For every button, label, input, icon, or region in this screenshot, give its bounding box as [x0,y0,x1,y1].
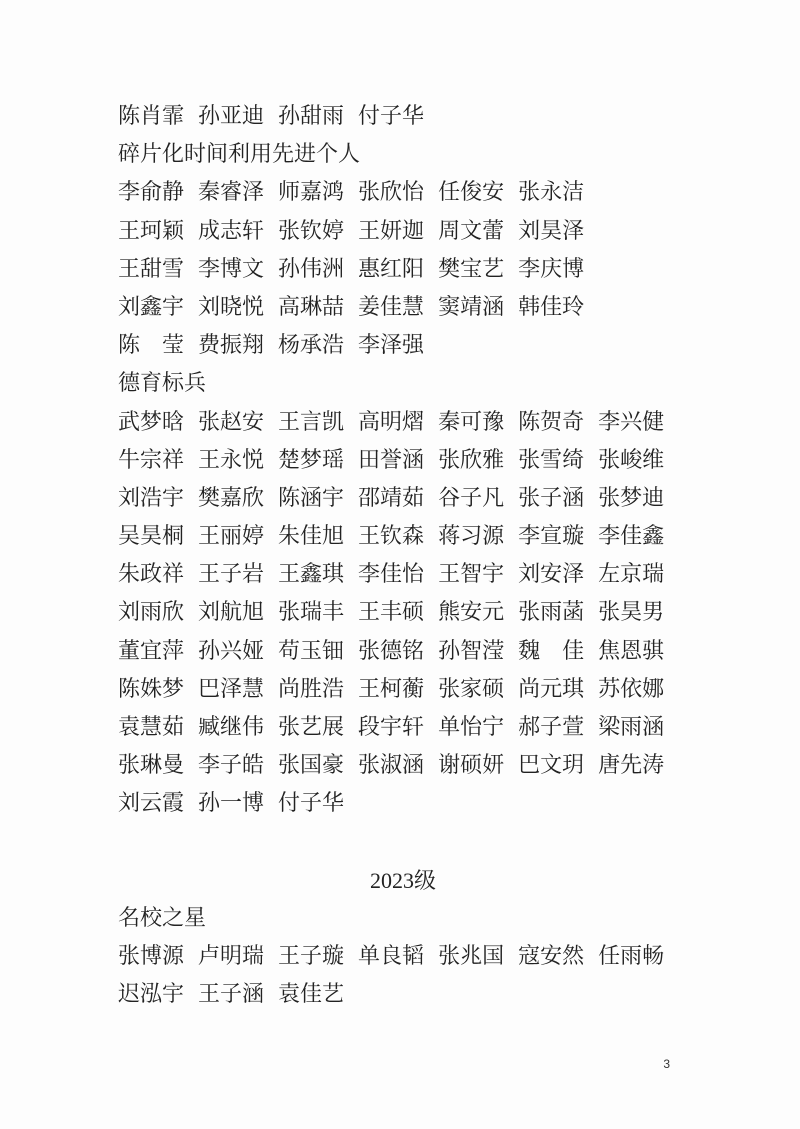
student-name: 刘航旭 [198,600,265,626]
award-heading-fragment-time: 碎片化时间利用先进个人 [118,142,361,168]
name-row [118,556,758,594]
student-name: 熊安元 [438,600,505,626]
student-name: 窦靖涵 [438,294,505,320]
student-name: 刘云霞 [118,791,185,817]
student-name: 张雨菡 [518,600,585,626]
student-name: 张昊男 [598,600,665,626]
student-name: 王甜雪 [118,256,185,282]
name-row [118,633,758,671]
student-name: 张琳曼 [118,753,185,779]
student-name: 臧继伟 [198,715,265,740]
student-name: 郝子萱 [518,715,585,740]
name-row [118,98,758,136]
grade-year-heading: 2023级 [369,867,436,893]
name-row [118,327,758,365]
student-name: 王钦森 [358,524,425,550]
student-name: 李兴健 [598,409,665,435]
student-name: 卢明瑞 [198,944,265,970]
student-name: 迟泓宇 [118,982,185,1008]
student-name: 巴文玥 [518,753,585,779]
student-name: 孙亚迪 [198,104,265,129]
student-name: 张艺展 [278,715,345,740]
student-name: 孙一博 [198,791,265,817]
student-name: 秦可豫 [438,409,505,435]
student-name: 张欣雅 [438,447,505,473]
student-name: 楚梦瑶 [278,447,345,473]
student-name: 武梦晗 [118,409,185,435]
student-name: 陈贺奇 [518,409,585,435]
student-name: 巴泽慧 [198,676,265,702]
name-list-section-2 [118,174,758,365]
student-name: 高明熠 [358,409,425,435]
student-name: 袁佳艺 [278,982,345,1008]
student-name: 付子华 [358,104,425,129]
student-name: 任雨畅 [598,944,665,970]
student-name: 张瑞丰 [278,600,345,626]
student-name: 张子涵 [518,485,585,511]
student-name: 王丽婷 [198,524,265,550]
student-name: 孙智滢 [438,638,505,664]
student-name: 付子华 [278,791,345,817]
student-name: 张淑涵 [358,753,425,779]
student-name: 张博源 [118,944,185,970]
student-name: 李博文 [198,256,265,282]
student-name: 刘昊泽 [518,218,585,244]
student-name: 李庆博 [518,256,585,282]
student-name: 董宜萍 [118,638,185,664]
student-name: 魏 佳 [518,638,585,664]
student-name: 任俊安 [438,180,505,206]
student-name: 段宇轩 [358,715,425,740]
student-name: 王子岩 [198,562,265,588]
student-name: 寇安然 [518,944,585,970]
student-name: 张永洁 [518,180,585,206]
name-row [118,671,758,709]
student-name: 苏依娜 [598,676,665,702]
student-name: 秦睿泽 [198,180,265,206]
student-name: 刘浩宇 [118,485,185,511]
student-name: 蒋习源 [438,524,505,550]
student-name: 张德铭 [358,638,425,664]
student-name: 韩佳玲 [518,294,585,320]
student-name: 樊嘉欣 [198,485,265,511]
page-content [118,98,758,1015]
student-name: 王鑫琪 [278,562,345,588]
student-name: 张兆国 [438,944,505,970]
student-name: 孙伟洲 [278,256,345,282]
student-name: 王妍迦 [358,218,425,244]
award-heading-school-star: 名校之星 [118,905,207,931]
student-name: 惠红阳 [358,256,425,282]
student-name: 师嘉鸿 [278,180,345,206]
section-spacer [118,824,758,862]
student-name: 张梦迪 [598,485,665,511]
student-name: 田誉涵 [358,447,425,473]
student-name: 杨承浩 [278,333,345,359]
student-name: 李子皓 [198,753,265,779]
student-name: 刘雨欣 [118,600,185,626]
student-name: 王子璇 [278,944,345,970]
student-name: 陈涵宇 [278,485,345,511]
name-row [118,251,758,289]
student-name: 王子涵 [198,982,265,1008]
student-name: 王永悦 [198,447,265,473]
student-name: 尚胜浩 [278,676,345,702]
student-name: 唐先涛 [598,753,665,779]
student-name: 孙甜雨 [278,104,345,129]
student-name: 苟玉钿 [278,638,345,664]
award-heading-moral-model: 德育标兵 [118,371,207,397]
name-row [118,976,758,1014]
student-name: 周文蕾 [438,218,505,244]
student-name: 王言凯 [278,409,345,435]
student-name: 刘鑫宇 [118,294,185,320]
student-name: 邵靖茹 [358,485,425,511]
student-name: 王柯蘅 [358,676,425,702]
name-row [118,747,758,785]
student-name: 刘安泽 [518,562,585,588]
student-name: 李佳怡 [358,562,425,588]
student-name: 张雪绮 [518,447,585,473]
student-name: 吴昊桐 [118,524,185,550]
student-name: 张峻维 [598,447,665,473]
student-name: 姜佳慧 [358,294,425,320]
student-name: 张欣怡 [358,180,425,206]
name-row [118,518,758,556]
name-list-section-3 [118,404,758,824]
name-row [118,938,758,976]
student-name: 张赵安 [198,409,265,435]
student-name: 樊宝艺 [438,256,505,282]
name-list-section-4 [118,938,758,1014]
name-row [118,442,758,480]
student-name: 左京瑞 [598,562,665,588]
student-name: 王珂颖 [118,218,185,244]
student-name: 单怡宁 [438,715,505,740]
name-row [118,709,758,747]
student-name: 刘晓悦 [198,294,265,320]
student-name: 王丰硕 [358,600,425,626]
student-name: 王智宇 [438,562,505,588]
name-row [118,480,758,518]
name-row [118,289,758,327]
name-list-section-1 [118,98,758,136]
student-name: 李宣璇 [518,524,585,550]
student-name: 陈姝梦 [118,676,185,702]
page-number: 3 [663,1057,670,1071]
student-name: 谷子凡 [438,485,505,511]
student-name: 单良韬 [358,944,425,970]
student-name: 朱佳旭 [278,524,345,550]
student-name: 张国豪 [278,753,345,779]
student-name: 李佳鑫 [598,524,665,550]
student-name: 张家硕 [438,676,505,702]
student-name: 牛宗祥 [118,447,185,473]
name-row [118,213,758,251]
student-name: 李俞静 [118,180,185,206]
student-name: 袁慧茹 [118,715,185,740]
student-name: 费振翔 [198,333,265,359]
student-name: 朱政祥 [118,562,185,588]
student-name: 陈 莹 [118,333,185,359]
student-name: 梁雨涵 [598,715,665,740]
student-name: 张钦婷 [278,218,345,244]
student-name: 尚元琪 [518,676,585,702]
student-name: 成志轩 [198,218,265,244]
name-row [118,785,758,823]
student-name: 孙兴娅 [198,638,265,664]
name-row [118,174,758,212]
student-name: 谢硕妍 [438,753,505,779]
name-row [118,404,758,442]
student-name: 焦恩骐 [598,638,665,664]
student-name: 高琳喆 [278,294,345,320]
student-name: 陈肖霏 [118,104,185,129]
name-row [118,594,758,632]
student-name: 李泽强 [358,333,425,359]
